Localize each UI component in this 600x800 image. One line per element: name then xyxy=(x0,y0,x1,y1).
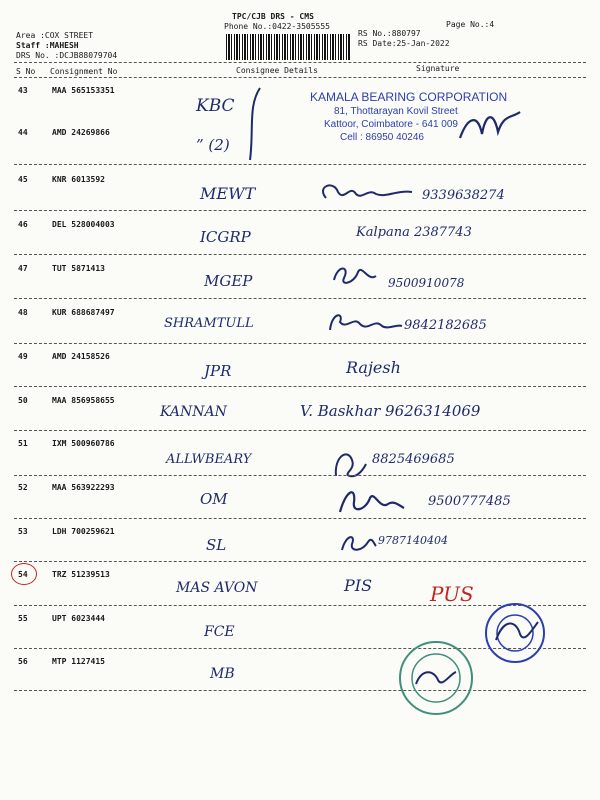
row-46-signature: Kalpana 2387743 xyxy=(356,225,472,240)
drs-number: DRS No. :DCJB88079704 xyxy=(16,51,118,60)
row-49-signature: Rajesh xyxy=(346,358,401,377)
row-52-signature: 9500777485 xyxy=(428,494,511,509)
row-55-consignment: UPT 6023444 xyxy=(52,614,105,623)
rs-number: RS No.:880797 xyxy=(358,29,421,38)
row-48-sno: 48 xyxy=(18,308,28,317)
row-48-consignee: SHRAMTULL xyxy=(164,316,254,331)
phone-number: Phone No.:0422-3505555 xyxy=(224,22,330,31)
row-divider-50 xyxy=(14,430,586,431)
report-title: TPC/CJB DRS - CMS xyxy=(232,12,314,21)
stamp-address2: Kattoor, Coimbatore - 641 009 xyxy=(324,119,458,130)
row-divider-48 xyxy=(14,343,586,344)
row-54-signature: PIS xyxy=(344,576,373,595)
row-49-consignment: AMD 24158526 xyxy=(52,352,110,361)
row-56-sno: 56 xyxy=(18,657,28,666)
column-consignee: Consignee Details xyxy=(236,66,318,75)
row-53-consignee: SL xyxy=(206,536,227,554)
row-43-sno: 43 xyxy=(18,86,28,95)
row-46-consignee: ICGRP xyxy=(200,228,251,246)
row-46-sno: 46 xyxy=(18,220,28,229)
row-divider-56 xyxy=(14,690,586,691)
row-45-consignment: KNR 6013592 xyxy=(52,175,105,184)
row-45-signature: 9339638274 xyxy=(422,188,505,203)
row-47-signature-scribble xyxy=(330,262,380,288)
row-52-consignee: OM xyxy=(200,490,228,508)
row-51-signature-scribble xyxy=(330,446,370,482)
row-divider-45 xyxy=(14,210,586,211)
row-51-consignment: IXM 500960786 xyxy=(52,439,115,448)
row-44-consignee: ” (2) xyxy=(196,136,230,154)
row-53-signature: 9787140404 xyxy=(378,534,448,547)
red-annotation: PUS xyxy=(430,582,474,606)
row-51-sno: 51 xyxy=(18,439,28,448)
row-46-consignment: DEL 528004003 xyxy=(52,220,115,229)
staff-label: Staff :MAHESH xyxy=(16,41,79,50)
row-53-signature-scribble xyxy=(338,530,378,556)
row-56-consignment: MTP 1127415 xyxy=(52,657,105,666)
row-47-signature: 9500910078 xyxy=(388,276,465,290)
row-55-consignee: FCE xyxy=(204,624,235,640)
row-53-sno: 53 xyxy=(18,527,28,536)
round-stamp-icon xyxy=(482,600,548,666)
row-51-signature: 8825469685 xyxy=(372,452,455,467)
row-49-sno: 49 xyxy=(18,352,28,361)
row-45-consignee: MEWT xyxy=(200,184,256,203)
rs-date: RS Date:25-Jan-2022 xyxy=(358,39,450,48)
row-43-consignee: KBC xyxy=(196,96,235,116)
row-56-consignee: MB xyxy=(210,666,235,682)
stamp-company: KAMALA BEARING CORPORATION xyxy=(310,90,508,104)
row-47-consignment: TUT 5871413 xyxy=(52,264,105,273)
row-47-consignee: MGEP xyxy=(204,272,253,290)
row-45-signature-scribble xyxy=(316,178,426,208)
row-divider-47 xyxy=(14,298,586,299)
row-52-sno: 52 xyxy=(18,483,28,492)
row-divider-44 xyxy=(14,164,586,165)
row-divider-52 xyxy=(14,518,586,519)
row-48-signature: 9842182685 xyxy=(404,318,487,333)
column-consignment: Consignment No xyxy=(50,67,118,76)
row-55-sno: 55 xyxy=(18,614,28,623)
row-53-consignment: LDH 700259621 xyxy=(52,527,115,536)
stamp-signature xyxy=(456,108,526,148)
row-divider-51 xyxy=(14,475,586,476)
stamp-address1: 81, Thottarayan Kovil Street xyxy=(334,106,458,117)
row-50-signature: V. Baskhar 9626314069 xyxy=(300,402,481,420)
header-divider-top xyxy=(14,62,586,63)
row-48-signature-scribble xyxy=(326,308,406,336)
row-50-consignee: KANNAN xyxy=(160,404,227,420)
column-sno: S No xyxy=(16,67,36,76)
header-divider-bottom xyxy=(14,77,586,78)
row-45-sno: 45 xyxy=(18,175,28,184)
area-label: Area :COX STREET xyxy=(16,31,94,40)
row-50-sno: 50 xyxy=(18,396,28,405)
row-52-signature-scribble xyxy=(336,484,406,518)
bracket-mark xyxy=(238,86,278,166)
row-49-consignee: JPR xyxy=(204,362,232,380)
row-44-consignment: AMD 24269866 xyxy=(52,128,110,137)
row-48-consignment: KUR 688687497 xyxy=(52,308,115,317)
stamp-cell: Cell : 86950 40246 xyxy=(340,132,424,143)
round-stamp-green-icon xyxy=(396,638,476,718)
row-44-sno: 44 xyxy=(18,128,28,137)
row-54-consignment: TRZ 51239513 xyxy=(52,570,110,579)
row-54-consignee: MAS AVON xyxy=(176,580,258,596)
row-54-sno: 54 xyxy=(18,570,28,579)
row-divider-53 xyxy=(14,561,586,562)
row-50-consignment: MAA 856958655 xyxy=(52,396,115,405)
barcode xyxy=(226,34,350,60)
page-number: Page No.:4 xyxy=(446,20,495,29)
column-signature: Signature xyxy=(416,64,460,73)
row-divider-49 xyxy=(14,386,586,387)
row-43-consignment: MAA 565153351 xyxy=(52,86,115,95)
row-divider-46 xyxy=(14,254,586,255)
row-51-consignee: ALLWBEARY xyxy=(166,452,252,467)
row-47-sno: 47 xyxy=(18,264,28,273)
row-52-consignment: MAA 563922293 xyxy=(52,483,115,492)
